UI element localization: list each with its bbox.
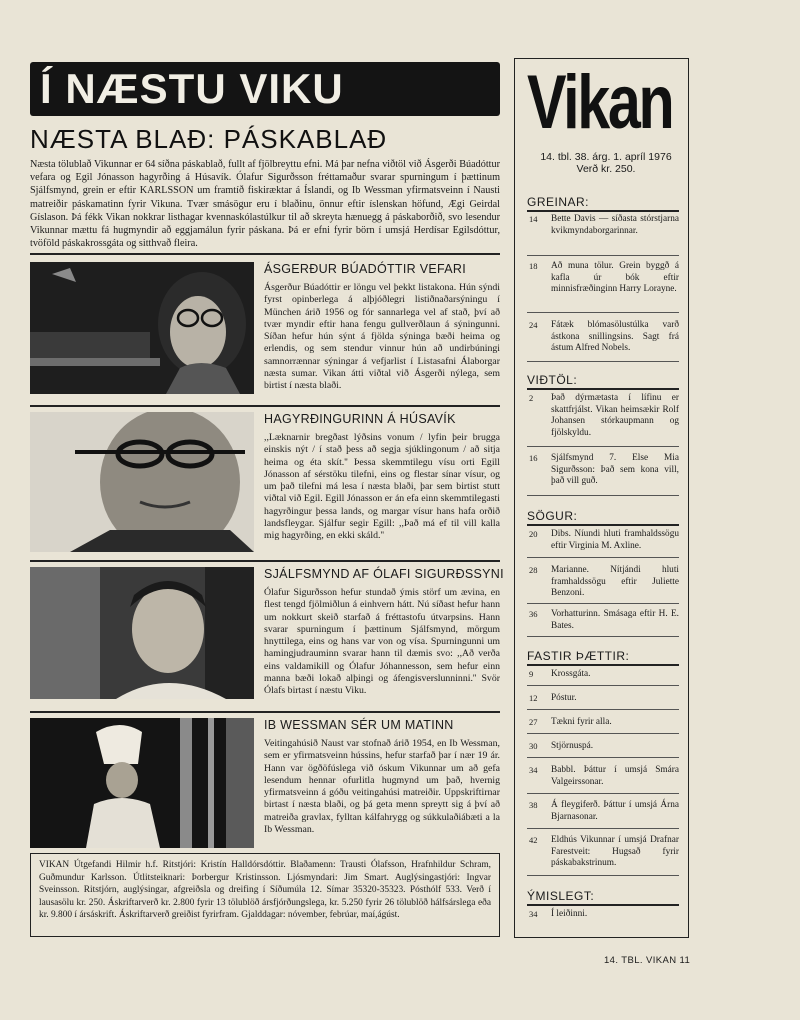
toc-item[interactable] (527, 669, 679, 681)
toc-text: Að muna tölur. Grein byggð á kafla úr bók eftir minnisfræðinginn Harry Lorayne. (551, 261, 679, 295)
credits-text: VIKAN Útgefandi Hilmir h.f. Ritstjóri: Kristín Halldórsdóttir. Blaðamenn: Trausti Ólafsson, Hrafnhildur Schram, Guðmundur Karlsson. Útlitsteiknari: Þorbergur Kristinsson. Ljósmyndari: Jim Smart. Auglýsingastjóri: Ingvar Sveinsson. Ritstjórn, auglýsingar, afgreiðsla og dreifing í Síðumúla 12. Símar 35320-35323. Pósthólf 533. Verð í lausasölu kr. 250. Áskriftarverð kr. 2.800 fyrir 13 tölublöð ársfjórðungslega, kr. 5.250 fyrir 26 tölublöð hálfsárslega eða kr. 9.800 í ársáskrift. Áskriftarverð greiðist fyrirfram. Gjalddagar: nóvember, febrúar, maí,ágúst. (39, 860, 491, 921)
section-heading-fastir-thaettir: FASTIR ÞÆTTIR: (527, 649, 630, 663)
section-rule (527, 210, 679, 212)
toc-page: 9 (529, 669, 534, 679)
toc-item[interactable] (527, 453, 679, 488)
masthead-credits (30, 853, 500, 937)
section-heading-sogur: SÖGUR: (527, 509, 578, 523)
toc-rule (527, 636, 679, 637)
issue-info (531, 151, 681, 175)
price-line: Verð kr. 250. (576, 163, 636, 175)
article-body (264, 262, 500, 393)
toc-item[interactable] (527, 393, 679, 439)
vikan-logo: Vikan (527, 60, 673, 145)
toc-rule (527, 557, 679, 558)
article-body (264, 567, 504, 698)
photo-olafur (30, 567, 254, 699)
toc-rule (527, 828, 679, 829)
toc-item[interactable] (527, 320, 679, 355)
toc-text: Fátæk blómasölustúlka varð ástkona snillingsins. Sagt frá ástum Alfred Nobels. (551, 320, 679, 354)
section-rule (527, 524, 679, 526)
toc-item[interactable] (527, 565, 679, 600)
toc-text: Bette Davis — síðasta stórstjarna kvikmyndaborgarinnar. (551, 214, 679, 236)
toc-rule (527, 709, 679, 710)
portrait-woman-glasses-icon (30, 262, 254, 394)
toc-text: Babbl. Þáttur í umsjá Smára Valgeirssonar. (551, 765, 679, 787)
toc-text: Marianne. Nítjándi hluti framhaldssögu eftir Juliette Benzoni. (551, 565, 679, 599)
toc-text: Það dýrmætasta í lífinu er skattfrjálst. Vikan heimsækir Rolf Johansen stórkaupmann og fjölskyldu. (551, 393, 679, 438)
toc-rule (527, 793, 679, 794)
portrait-man-icon (30, 567, 254, 699)
toc-text: Tækni fyrir alla. (551, 717, 612, 727)
toc-text: Dibs. Níundi hluti framhaldssögu eftir Virginia M. Axline. (551, 529, 679, 551)
article-body (264, 718, 500, 836)
article-body (264, 412, 500, 543)
toc-item[interactable] (527, 529, 679, 552)
toc-page: 30 (529, 741, 538, 751)
toc-page: 42 (529, 835, 538, 845)
toc-page: 34 (529, 765, 538, 775)
article-title: ÁSGERÐUR BÚADÓTTIR VEFARI (264, 262, 466, 276)
toc-page: 27 (529, 717, 538, 727)
page-headline: NÆSTA BLAÐ: PÁSKABLAÐ (30, 124, 388, 154)
toc-text: Krossgáta. (551, 669, 591, 679)
toc-text: Póstur. (551, 693, 577, 703)
toc-page: 12 (529, 693, 538, 703)
article-hagyrdingur (30, 412, 502, 554)
intro-paragraph: Næsta tölublað Vikunnar er 64 síðna páskablað, fullt af fjölbreyttu efni. Má þar nefna viðtöl við Ásgerði Búadóttur vefara og Egil Jónasson hagyrðing á Húsavík. Ólafur Sigurðsson fréttamaður svarar spurningum í þættinum Sjálfsmynd, grein er eftir KARLSSON um framtíð fiskiræktar á Íslandi, og Ib Wessman yfirmatsveinn í Nausti matreiðir páskamatinn fyrir Vikuna. Tvær smásögur eru í blaðinu, önnur eftir íslenskan höfund, Ægi Geirdal Gíslason. Þá fékk Vikan nokkrar listhagar kvennaskólastúlkur til að skreyta hænuegg á páskaborðið, svo lesendur Vikunnar mættu fá hugmyndir að eggjamálun fyrir páskana. Þá er efni fyrir börn í umsjá Herdísar Egilsdóttur, tvöföld páskakrossgáta og sitthvað fleira. (30, 159, 500, 250)
photo-chef (30, 718, 254, 848)
toc-page: 28 (529, 565, 538, 575)
toc-rule (527, 603, 679, 604)
toc-page: 2 (529, 393, 534, 403)
article-olafur (30, 567, 502, 707)
section-rule (527, 904, 679, 906)
section-heading-ymislegt: ÝMISLEGT: (527, 889, 595, 903)
toc-rule (527, 685, 679, 686)
article-text: Ásgerður Búadóttir er löngu vel þekkt listakona. Hún sýndi fyrst opinberlega á alþjóðlegri listiðnaðarsýningu í München árið 1956 og fór sannarlega vel af stað, því að tvær myndir eftir hana fengu gullverðlaun á sýningunni. Síðan hefur hún sýnt á fjölda sýninga bæði heima og erlendis, og sem stendur vinnur hún að undirbúningi samnorrænnar sýningar á vefjarlist í Listasafni Álaborgar næsta sumar. Vikan átti viðtal við Ásgerði nýlega, sem birtist í næsta blaði. (264, 282, 500, 392)
section-heading-vidtol: VIÐTÖL: (527, 373, 578, 387)
article-title: HAGYRÐINGURINN Á HÚSAVÍK (264, 412, 456, 426)
toc-page: 34 (529, 909, 538, 919)
toc-item[interactable] (527, 717, 679, 729)
toc-rule (527, 757, 679, 758)
toc-item[interactable] (527, 741, 679, 753)
toc-item[interactable] (527, 261, 679, 296)
section-rule (527, 388, 679, 390)
article-title: SJÁLFSMYND AF ÓLAFI SIGURÐSSYNI (264, 567, 504, 581)
issue-line: 14. tbl. 38. árg. 1. apríl 1976 (540, 151, 672, 163)
page-folio: 14. TBL. VIKAN 11 (604, 955, 691, 966)
article-asgerdur (30, 262, 502, 398)
toc-page: 16 (529, 453, 538, 463)
toc-rule (527, 446, 679, 447)
toc-item[interactable] (527, 800, 679, 823)
toc-page: 20 (529, 529, 538, 539)
article-text: Veitingahúsið Naust var stofnað árið 1954, en Ib Wessman, sem er yfirmatsveinn hússins, hefur starfað þar í nær 19 ár. Hann var ögðöfúslega við óskum Vikunnar um að gefa lesendum hennar ofurlitla hugmynd um það, hvernig yfirmatsveinn á góðu veitingahúsi matreiðir. Uppskriftirnar birtast í næsta blaði, og þá geta menn spreytt sig á því að matreiða gravlax, fylltan kálfahrygg og súkkulaðiábæti a la Ib Wessman. (264, 738, 500, 836)
divider (30, 405, 500, 407)
toc-text: Eldhús Vikunnar í umsjá Drafnar Farestveit: Hugsað fyrir páskabakstrinum. (551, 835, 679, 869)
photo-egill (30, 412, 254, 552)
article-text: Ólafur Sigurðsson hefur stundað ýmis störf um ævina, en flest tengd fjölmiðlun á einhvern hátt. Nú síðast hefur hann um nokkurt skeið starfað á fréttastofu útvarpsins. Hann svarar spurningum í þættinum Sjálfsmynd, mörgum hnyttilega, eins og hans var von og vísa. Spurningunni um hamingjudrauminn svarar hann til dæmis svo: ,,Að verða eins valdamikill og Ólafur Jóhannesson, sem hefur einn manna bæði lokað alþingi og áfengisverslunninni.'' Svör Ólafs birtast í næstu Viku. (264, 587, 500, 697)
toc-item[interactable] (527, 214, 679, 237)
section-rule (527, 664, 679, 666)
divider (30, 711, 500, 713)
divider (30, 560, 500, 562)
toc-text: Stjörnuspá. (551, 741, 594, 751)
toc-rule (527, 361, 679, 362)
toc-item[interactable] (527, 835, 679, 870)
article-text: ,,Læknarnir bregðast lýðsins vonum / lyfin þeir brugga einskis nýt / í stað þess að segja sjúklingonum / að sitja heima og éta skít.'' Þessa skemmtilegu vísu orti Egill Jónasson af sérstöku tilefni, eins og flestar sínar vísur, og um það tilefni má lesa í næsta blaði, þar sem birtist stutt viðtal við Egil. Egill Jónasson er án efa einn skemmtilegasti hagyrðingur þessa lands, og margar vísur hans hafa orðið landsfleygar. Sjálfur segir Egill: ,,Það má ef til vill kalla mig hagyrðing, en ekki skáld.'' (264, 432, 500, 542)
portrait-man-glasses-icon (30, 412, 254, 552)
section-banner (30, 62, 500, 116)
toc-rule (527, 495, 679, 496)
banner-title: Í NÆSTU VIKU (40, 65, 344, 112)
section-heading-greinar: GREINAR: (527, 195, 590, 209)
toc-page: 36 (529, 609, 538, 619)
toc-item[interactable] (527, 693, 679, 705)
toc-page: 14 (529, 214, 538, 224)
toc-page: 38 (529, 800, 538, 810)
portrait-chef-icon (30, 718, 254, 848)
toc-rule (527, 733, 679, 734)
table-of-contents (514, 58, 689, 938)
photo-asgerdur (30, 262, 254, 394)
toc-page: 24 (529, 320, 538, 330)
toc-text: Á fleygiferð. Þáttur í umsjá Árna Bjarnasonar. (551, 800, 679, 822)
article-ib-wessman (30, 718, 502, 852)
toc-rule (527, 312, 679, 313)
toc-rule (527, 255, 679, 256)
toc-rule (527, 875, 679, 876)
toc-text: Í leiðinni. (551, 909, 588, 919)
toc-text: Vorhatturinn. Smásaga eftir H. E. Bates. (551, 609, 679, 631)
toc-item[interactable] (527, 765, 679, 788)
toc-item[interactable] (527, 909, 679, 921)
toc-item[interactable] (527, 609, 679, 632)
toc-page: 18 (529, 261, 538, 271)
article-title: IB WESSMAN SÉR UM MATINN (264, 718, 454, 732)
divider (30, 253, 500, 255)
toc-text: Sjálfsmynd 7. Else Mia Sigurðsson: Það sem kona vill, það vill guð. (551, 453, 679, 487)
